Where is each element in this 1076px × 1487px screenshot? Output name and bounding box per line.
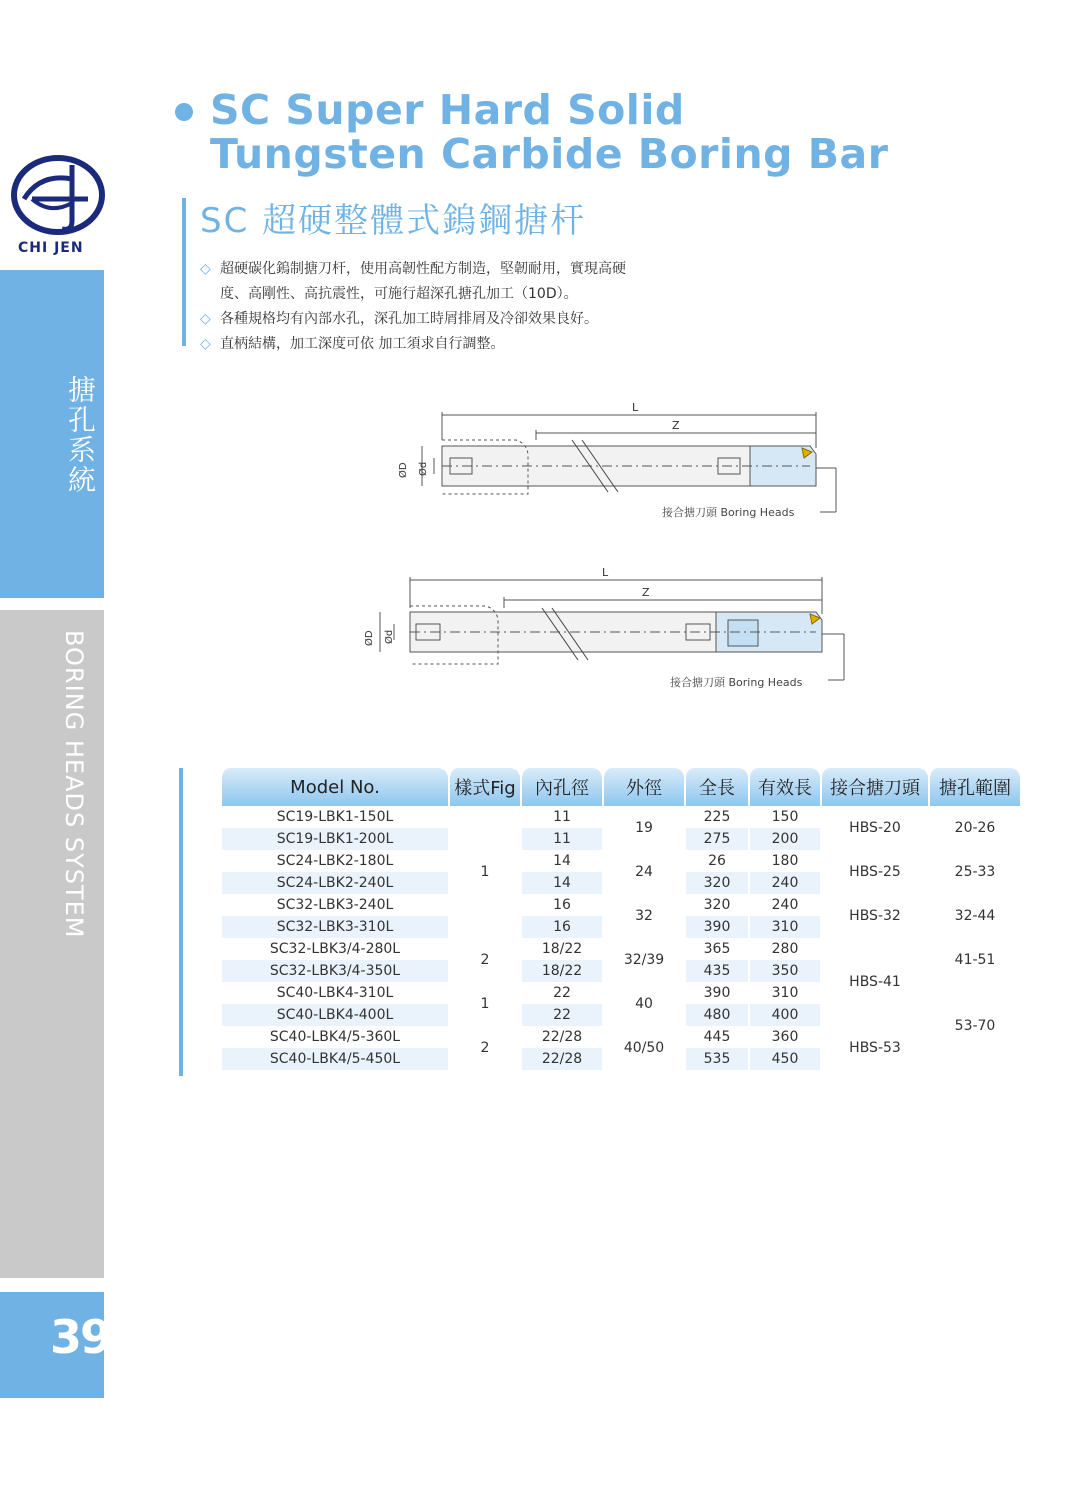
outer-cell: 32 xyxy=(602,894,684,938)
table-row: SC32-LBK3-310L 16 390 310 xyxy=(220,916,1020,938)
boring-bar-diagrams xyxy=(350,400,870,700)
head-cell: HBS-32 xyxy=(820,894,928,938)
diagram2-length-label: L xyxy=(602,566,609,579)
sidebar-section-zh: 搪孔系統 xyxy=(64,375,97,495)
title-en-line2: Tungsten Carbide Boring Bar xyxy=(210,130,889,178)
page-title-zh: SC 超硬整體式鎢鋼搪杆 xyxy=(200,201,587,241)
col-effective-length: 有效長 xyxy=(748,768,820,806)
head-cell: HBS-20 xyxy=(820,806,928,850)
brand-name: CHI JEN xyxy=(18,240,84,256)
table-row: SC24-LBK2-240L 14 320 240 xyxy=(220,872,1020,894)
sidebar-section-en: BORING HEADS SYSTEM xyxy=(60,630,88,939)
col-boring-head: 接合搪刀頭 xyxy=(820,768,928,806)
col-total-length: 全長 xyxy=(684,768,748,806)
diagram1-length-label: L xyxy=(632,401,639,414)
table-accent-bar xyxy=(179,768,183,1076)
diagram-fig2 xyxy=(380,577,844,680)
page-title-en xyxy=(210,88,888,176)
table-row: SC40-LBK4-310L 1 22 40 390 310 53-70 xyxy=(220,982,1020,1004)
diagram1-boring-heads-label: 接合搪刀頭 Boring Heads xyxy=(662,506,795,519)
title-accent-bar xyxy=(182,198,186,346)
col-model: Model No. xyxy=(220,768,448,806)
head-cell: HBS-41 xyxy=(820,938,928,1026)
fig-cell: 1 xyxy=(448,982,520,1026)
diagram1-outer-dia-label: ØD xyxy=(398,462,409,478)
diagram2-outer-dia-label: ØD xyxy=(364,630,375,646)
table-row: SC32-LBK3/4-280L 2 18/22 32/39 365 280 HBS-41 41-51 xyxy=(220,938,1020,960)
col-fig: 樣式Fig xyxy=(448,768,520,806)
range-cell: 20-26 xyxy=(928,806,1020,850)
spec-table xyxy=(220,768,1020,1070)
col-boring-range: 搪孔範圍 xyxy=(928,768,1020,806)
range-cell: 53-70 xyxy=(928,982,1020,1070)
table-row: SC24-LBK2-180L 14 24 26 180 HBS-25 25-33 xyxy=(220,850,1020,872)
title-bullet-icon xyxy=(175,103,193,121)
outer-cell: 24 xyxy=(602,850,684,894)
diagram2-inner-dia-label: Ød xyxy=(384,629,395,644)
fig-cell: 2 xyxy=(448,938,520,982)
head-cell: HBS-25 xyxy=(820,850,928,894)
diamond-bullet-icon: ◇ xyxy=(200,311,211,327)
list-item: ◇ 各種規格均有內部水孔，深孔加工時屑排屑及冷卻效果良好。 xyxy=(200,307,626,332)
diamond-bullet-icon: ◇ xyxy=(200,261,211,277)
table-header-row xyxy=(220,768,1020,806)
outer-cell: 32/39 xyxy=(602,938,684,982)
col-inner-dia: 內孔徑 xyxy=(520,768,602,806)
table-row: SC19-LBK1-150L 1 11 19 225 150 HBS-20 20-26 xyxy=(220,806,1020,828)
page-number: 39 xyxy=(50,1310,111,1364)
table-row: SC40-LBK4-400L 22 480 400 xyxy=(220,1004,1020,1026)
list-item: ◇ 直柄結構，加工深度可依 加工須求自行調整。 xyxy=(200,332,626,357)
table-row: SC19-LBK1-200L 11 275 200 xyxy=(220,828,1020,850)
table-row: SC40-LBK4/5-360L 2 22/28 40/50 445 360 HBS-53 xyxy=(220,1026,1020,1048)
outer-cell: 19 xyxy=(602,806,684,850)
diamond-bullet-icon: ◇ xyxy=(200,336,211,352)
fig-cell: 2 xyxy=(448,1026,520,1070)
diagram-fig1 xyxy=(422,412,836,512)
diagram2-boring-heads-label: 接合搪刀頭 Boring Heads xyxy=(670,676,803,689)
range-cell: 25-33 xyxy=(928,850,1020,894)
diagram1-effective-length-label: Z xyxy=(672,419,680,432)
list-item: ◇ 超硬碳化鎢制搪刀杆，使用高韌性配方制造，堅韌耐用，實現高硬 xyxy=(200,257,626,282)
table-row: SC32-LBK3/4-350L 18/22 435 350 xyxy=(220,960,1020,982)
range-cell: 32-44 xyxy=(928,894,1020,938)
diagram1-inner-dia-label: Ød xyxy=(418,461,429,476)
outer-cell: 40 xyxy=(602,982,684,1026)
fig-cell: 1 xyxy=(448,806,520,938)
list-item-continuation: 度、高剛性、高抗震性，可施行超深孔搪孔加工（10D）。 xyxy=(220,286,578,302)
head-cell: HBS-53 xyxy=(820,1026,928,1070)
table-row: SC40-LBK4/5-450L 22/28 535 450 xyxy=(220,1048,1020,1070)
range-cell: 41-51 xyxy=(928,938,1020,982)
feature-list xyxy=(200,257,626,357)
diagram2-effective-length-label: Z xyxy=(642,586,650,599)
title-en-line1: SC Super Hard Solid xyxy=(210,86,685,134)
outer-cell: 40/50 xyxy=(602,1026,684,1070)
col-outer-dia: 外徑 xyxy=(602,768,684,806)
sidebar-section-en-panel xyxy=(0,610,104,1278)
table-row: SC32-LBK3-240L 16 32 320 240 HBS-32 32-44 xyxy=(220,894,1020,916)
